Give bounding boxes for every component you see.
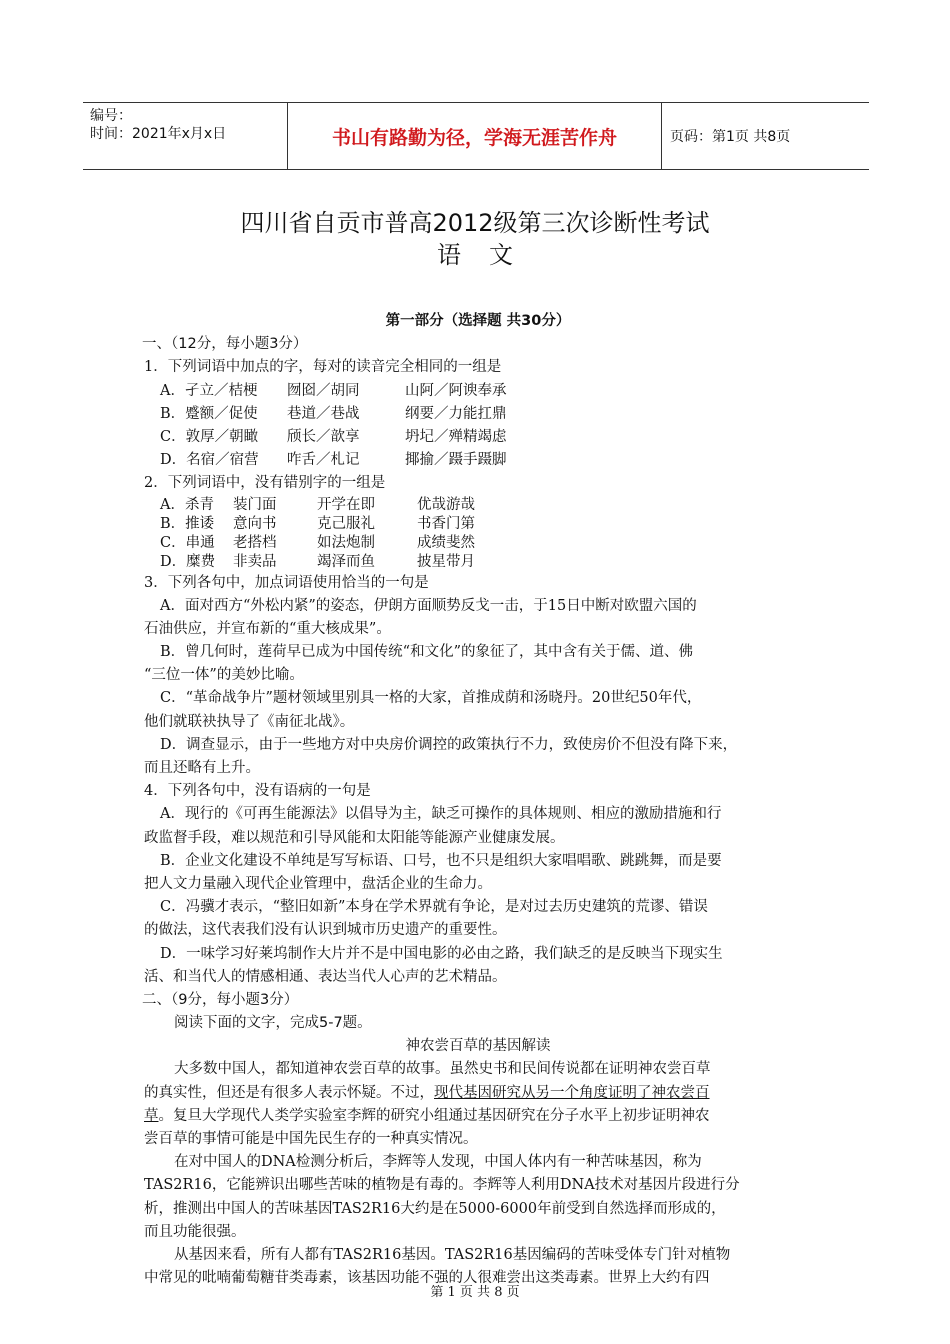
motto: 书山有路勤为径，学海无涯苦作舟 [288, 103, 662, 169]
reading-instruction: 阅读下面的文字，完成5-7题。 [174, 1015, 372, 1032]
underlined-text: 现代基因研究从另一个角度证明了神农尝百 [434, 1084, 710, 1101]
q4-stem: 4．下列各句中，没有语病的一句是 [144, 783, 371, 800]
q3-line: A．面对西方“外松内紧”的姿态，伊朗方面顺势反戈一击，于15日中断对欧盟六国的 [160, 597, 697, 614]
q2-stem: 2．下列词语中，没有错别字的一组是 [144, 475, 386, 492]
header-meta [83, 103, 288, 169]
q1-option-c: C．敦厚／朝瞰 颀长／歆享 坍圮／殚精竭虑 [160, 428, 507, 445]
q1-stem: 1．下列词语中加点的字，每对的读音完全相同的一组是 [144, 359, 502, 376]
passage-line: 而且功能很强。 [144, 1223, 246, 1240]
q2-option-a: A．杀青 装门面 开学在即 优哉游哉 [160, 496, 475, 513]
passage-line: 大多数中国人，都知道神农尝百草的故事。虽然史书和民间传说都在证明神农尝百草 [174, 1061, 711, 1078]
passage-line: 中常见的吡喃葡萄糖苷类毒素，该基因功能不强的人很难尝出这类毒素。世界上大约有四 [144, 1270, 710, 1287]
q4-line: 把人文力量融入现代企业管理中，盘活企业的生命力。 [144, 875, 492, 892]
q4-line: 政监督手段，难以规范和引导风能和太阳能等能源产业健康发展。 [144, 829, 565, 846]
number-label: 编号： [90, 108, 132, 124]
q3-stem: 3．下列各句中，加点词语使用恰当的一句是 [144, 574, 429, 591]
q2-option-c: C．串通 老搭档 如法炮制 成绩斐然 [160, 534, 475, 551]
passage-title: 神农尝百草的基因解读 [405, 1038, 551, 1055]
underlined-text: 草 [144, 1107, 159, 1124]
passage-line: 在对中国人的DNA检测分析后，李辉等人发现，中国人体内有一种苦味基因，称为 [174, 1154, 702, 1171]
page-footer: 第 1 页 共 8 页 [430, 1285, 520, 1300]
passage-line: 从基因来看，所有人都有TAS2R16基因。TAS2R16基因编码的苦味受体专门针对植物 [174, 1246, 731, 1263]
q3-line: 石油供应，并宣布新的“重大核成果”。 [144, 620, 391, 637]
header-table [83, 102, 869, 170]
passage-line: 析，推测出中国人的苦味基因TAS2R16大约是在5000-6000年前受到自然选择而形成的， [144, 1200, 726, 1217]
passage-line: TAS2R16，它能辨识出哪些苦味的植物是有毒的。李辉等人利用DNA技术对基因片段进行分 [144, 1177, 740, 1194]
subject-title: 语文 [437, 241, 541, 269]
q3-line: C．“革命战争片”题材领域里别具一格的大家，首推成荫和汤晓丹。20世纪50年代， [160, 690, 702, 707]
q4-line: B．企业文化建设不单纯是写写标语、口号，也不只是组织大家唱唱歌、跳跳舞，而是要 [160, 852, 722, 869]
q3-line: D．调查显示，由于一些地方对中央房价调控的政策执行不力，致使房价不但没有降下来， [160, 736, 738, 753]
q4-line: D．一味学习好莱坞制作大片并不是中国电影的必由之路，我们缺乏的是反映当下现实生 [160, 945, 723, 962]
q3-line: “三位一体”的美妙比喻。 [144, 667, 304, 684]
q4-line: A．现行的《可再生能源法》以倡导为主，缺乏可操作的具体规则、相应的激励措施和行 [160, 806, 722, 823]
q1-option-a: A．孑立／桔梗 囫囵／胡同 山阿／阿谀奉承 [160, 382, 507, 399]
q4-line: C．冯骥才表示，“整旧如新”本身在学术界就有争论，是对过去历史建筑的荒谬、错误 [160, 899, 708, 916]
passage-line: 尝百草的事情可能是中国先民生存的一种真实情况。 [144, 1131, 478, 1147]
q2-option-d: D．糜费 非卖品 竭泽而鱼 披星带月 [160, 553, 475, 570]
passage-line: 草。复旦大学现代人类学实验室李辉的研究小组通过基因研究在分子水平上初步证明神农 [144, 1107, 710, 1124]
q4-line: 的做法，这代表我们没有认识到城市历史遗产的重要性。 [144, 922, 507, 939]
q4-line: 活、和当代人的情感相通、表达当代人心声的艺术精品。 [144, 968, 507, 985]
q3-line: 而且还略有上升。 [144, 760, 260, 776]
q3-line: 他们就联袂执导了《南征北战》。 [144, 713, 355, 730]
section1-heading: 一、（12分，每小题3分） [142, 336, 308, 353]
exam-content [144, 310, 812, 1290]
time-label: 时间：2021年x月x日 [90, 126, 227, 142]
q1-option-d: D．名宿／宿营 咋舌／札记 揶揄／蹑手蹑脚 [160, 452, 507, 469]
page-info: 页码：第1页 共8页 [670, 129, 791, 145]
exam-title: 四川省自贡市普高2012级第三次诊断性考试 [240, 209, 710, 237]
section2-heading: 二、（9分，每小题3分） [142, 991, 299, 1008]
passage-line: 的真实性，但还是有很多人表示怀疑。不过，现代基因研究从另一个角度证明了神农尝百 [144, 1084, 710, 1101]
part1-title: 第一部分（选择题 共30分） [385, 313, 571, 329]
q1-option-b: B．蹙额／促使 巷道／巷战 纲要／力能扛鼎 [160, 405, 507, 422]
q3-line: B．曾几何时，莲荷早已成为中国传统“和文化”的象征了，其中含有关于儒、道、佛 [160, 644, 693, 661]
q2-option-b: B．推诿 意向书 克己服礼 书香门第 [160, 515, 475, 532]
